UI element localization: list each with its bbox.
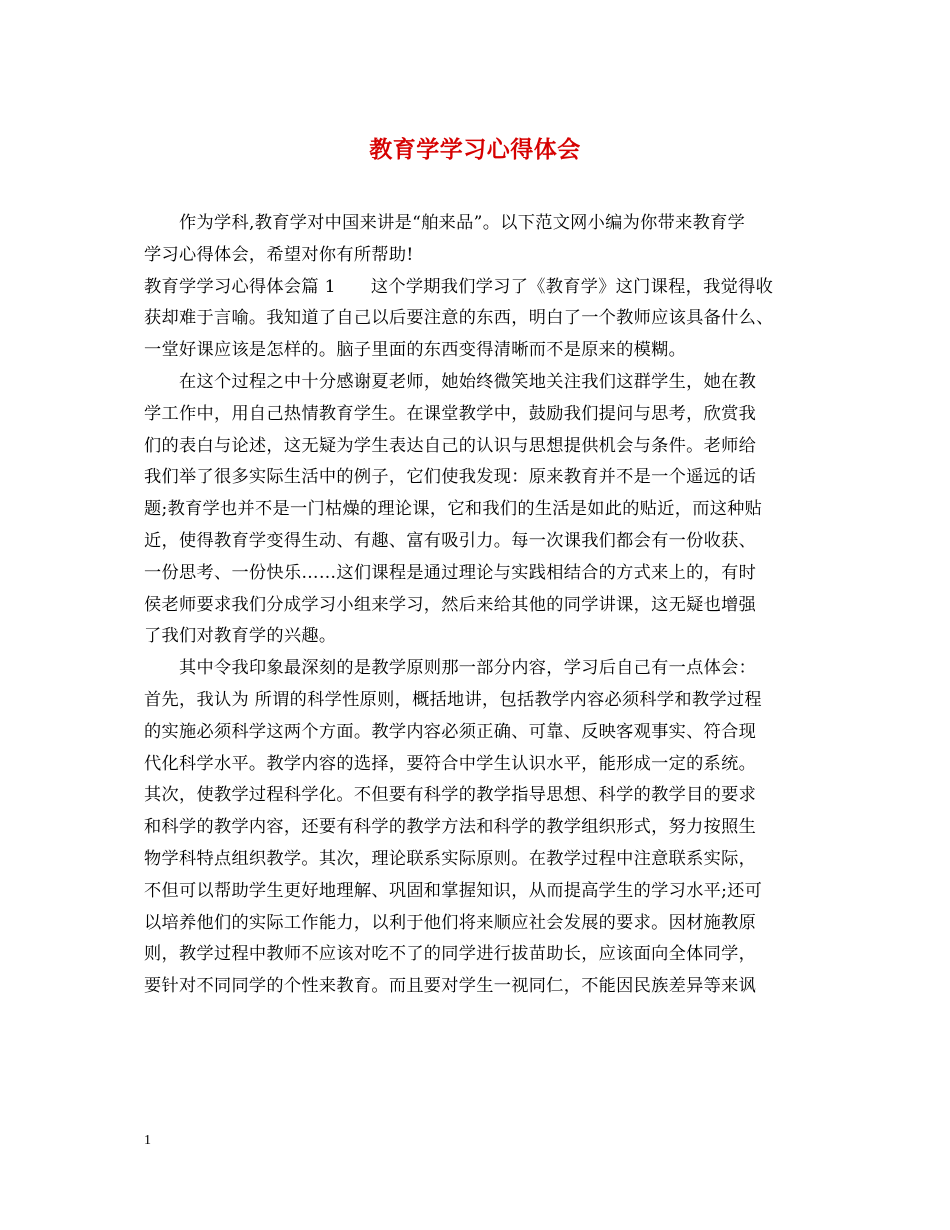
- body-line: 以培养他们的实际工作能力，以利于他们将来顺应社会发展的要求。因材施教原: [144, 912, 757, 933]
- body-line: 在这个过程之中十分感谢夏老师，她始终微笑地关注我们这群学生，她在教: [179, 371, 757, 392]
- page-number: 1: [144, 1133, 151, 1148]
- body-line: 一份思考、一份快乐……这们课程是通过理论与实践相结合的方式来上的，有时: [144, 562, 757, 583]
- body-line: 近，使得教育学变得生动、有趣、富有吸引力。每一次课我们都会有一份收获、: [144, 530, 757, 551]
- document-title: 教育学学习心得体会: [369, 136, 581, 163]
- body-line: 代化科学水平。教学内容的选择，要符合中学生认识水平，能形成一定的系统。: [144, 753, 757, 774]
- body-line: 一堂好课应该是怎样的。脑子里面的东西变得清晰而不是原来的模糊。: [144, 340, 687, 361]
- body-line: 题;教育学也并不是一门枯燥的理论课，它和我们的生活是如此的贴近，而这种贴: [144, 499, 763, 520]
- body-line: 首先，我认为 所谓的科学性原则，概括地讲，包括教学内容必须科学和教学过程: [144, 689, 762, 710]
- body-line: 教育学学习心得体会篇 1 这个学期我们学习了《教育学》这门课程，我觉得收: [144, 276, 774, 297]
- body-line: 作为学科,教育学对中国来讲是“舶来品”。以下范文网小编为你带来教育学: [179, 213, 746, 233]
- body-line: 的实施必须科学这两个方面。教学内容必须正确、可靠、反映客观事实、符合现: [144, 721, 757, 742]
- body-line: 侯老师要求我们分成学习小组来学习，然后来给其他的同学讲课，这无疑也增强: [144, 594, 757, 615]
- body-line: 其次，使教学过程科学化。不但要有科学的教学指导思想、科学的教学目的要求: [144, 785, 757, 806]
- body-line: 学工作中，用自己热情教育学生。在课堂教学中，鼓励我们提问与思考，欣赏我: [144, 403, 757, 424]
- body-line: 们的表白与论述，这无疑为学生表达自己的认识与思想提供机会与条件。老师给: [144, 435, 757, 456]
- body-line: 不但可以帮助学生更好地理解、巩固和掌握知识，从而提高学生的学习水平;还可: [144, 880, 763, 901]
- body-line: 了我们对教育学的兴趣。: [144, 626, 337, 647]
- body-line: 其中令我印象最深刻的是教学原则那一部分内容，学习后自己有一点体会：: [179, 658, 757, 679]
- body-line: 物学科特点组织教学。其次，理论联系实际原则。在教学过程中注意联系实际，: [144, 848, 757, 869]
- body-line: 获却难于言喻。我知道了自己以后要注意的东西，明白了一个教师应该具备什么、: [144, 308, 774, 329]
- body-line: 学习心得体会，希望对你有所帮助!: [144, 244, 414, 265]
- body-line: 和科学的教学内容，还要有科学的教学方法和科学的教学组织形式，努力按照生: [144, 817, 757, 838]
- document-body: [144, 208, 824, 1003]
- body-line: 我们举了很多实际生活中的例子，它们使我发现：原来教育并不是一个遥远的话: [144, 467, 757, 488]
- body-line: 要针对不同同学的个性来教育。而且要对学生一视同仁，不能因民族差异等来讽: [144, 976, 757, 997]
- body-line: 则，教学过程中教师不应该对吃不了的同学进行拔苗助长，应该面向全体同学，: [144, 944, 757, 965]
